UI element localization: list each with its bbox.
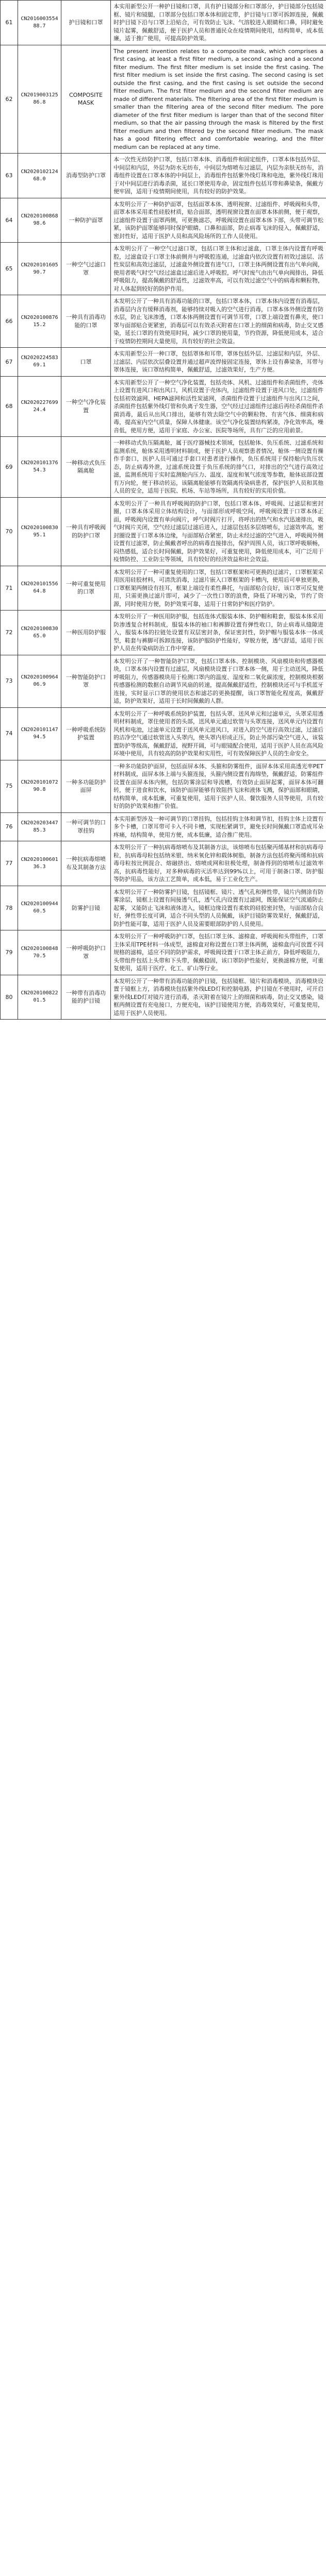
patent-abstract-cell: 一种多功能防护面屏，包括面屏本体、头箍和防雾组件，面屏本体采用高透光率PET材料制成，面屏本体上端与头箍连接，头箍内侧设置有海绵垫，佩戴舒适，防雾组件设置在面屏本体内侧，包括防雾涂层和导流槽，有效防止面屏起雾，面屏本体可翻转，便于进食和饮水，该防护面屏能够有效阻挡飞沫和液体飞溅，保护面部和眼睛，结构简单，成本低廉，可重复使用，适用于医护人员、餐饮服务人员等使用，具有较好的防护效果和推广价值。: [111, 760, 326, 812]
patent-table-page: [0, 0, 326, 1020]
patent-title-cell: 一种呼吸系统防护装置: [61, 707, 111, 760]
patent-number-cell: CN202010087615.2: [18, 295, 61, 348]
patent-number-cell: CN202010107290.8: [18, 760, 61, 812]
patent-title-cell: 一种移动式负压隔离舱: [61, 437, 111, 498]
table-row: [1, 45, 326, 154]
patent-number-cell: CN202010060136.3: [18, 841, 61, 886]
row-number-cell: 70: [1, 497, 18, 566]
patent-abstract-cell: 本发明公开了一种带有消毒功能的护目镜，包括镜框、镜片和消毒模块，消毒模块设置于镜框上方，消毒模块包括紫外线LED灯和控制电路，护目镜在不使用时，可开启紫外线LED灯对镜片进行消毒，杀灭附着在镜片上的细菌和病毒，防止交叉感染，镜框两侧设置有充电接口，方便充电，该护目镜使用方便，消毒效果好，可重复使用，适用于医护人员使用。: [111, 975, 326, 1020]
patent-title-cell: 一种防护面罩: [61, 198, 111, 243]
patent-number-cell: CN202010160590.7: [18, 243, 61, 295]
patent-number-cell: CN201900312586.8: [18, 45, 61, 154]
patent-number-cell: CN202010114794.5: [18, 707, 61, 760]
patent-number-cell: CN202010082201.5: [18, 975, 61, 1020]
patent-abstract-cell: 本发明公开了一种医用防护服，包括连体式服装本体、防护帽和鞋套，服装本体采用防渗透复合材料制成，服装本体的袖口和裤脚设置有弹性收口，防止病毒从缝隙进入，服装本体的拉链处设置有双层密封条，保证密封性，防护帽与服装本体一体成型，鞋套与裤脚可拆卸连接，该防护服防护性能好，穿脱方便，透气舒适，适用于医护人员在传染病防治工作中穿着。: [111, 611, 326, 655]
table-row: [1, 655, 326, 707]
patent-abstract-cell: 本发明公开了一种呼吸系统防护装置，包括头罩、送风单元和过滤单元，头罩采用透明材料制成，罩住使用者的头部，送风单元通过软管与头罩连接，送风单元内设置有风机和电池，过滤单元设置于送风单元进风口，对进入的空气进行高效过滤，过滤后的洁净空气通过软管送入头罩内，使头罩内形成正压，防止外部污染空气进入，该装置防护等级高，佩戴舒适，视野开阔，可与眼镜配合使用，适用于医护人员在高风险环境中使用，具有较高的防护效果和实用性，可有效保障医护人员的生命安全。: [111, 707, 326, 760]
patent-number-cell: CN202022769924.4: [18, 376, 61, 437]
patent-table: [0, 0, 326, 1020]
patent-abstract-cell: 本发明公开了一种空气过滤口罩，包括口罩主体和过滤盒，口罩主体内设置有呼吸腔，过滤盒设于口罩主体前侧并与呼吸腔连通，过滤盒内依次设置有初效过滤层、活性炭层和高效过滤层，过滤盒外侧设置有进气口，口罩主体两侧设置有出气单向阀，使用者吸气时空气经过滤盒过滤后进入呼吸腔，呼气时废气由出气单向阀排出，降低呼吸阻力，提高佩戴的舒适性，过滤效率高，可以有效过滤空气中的病毒和颗粒物，对人体起到较好的防护作用。: [111, 243, 326, 295]
patent-title-cell: 护目镜和口罩: [61, 1, 111, 45]
patent-abstract-cell: 本发明公开了一种智能防护口罩，包括口罩本体、控制模块、风扇模块和传感器模块，口罩本体内设置有过滤层，风扇模块设置于口罩本体一侧，用于主动送风，降低呼吸阻力，传感器模块用于检测口罩内的温度、湿度和二氧化碳浓度，控制模块根据传感器检测的数据自动调节风扇的转速，提高佩戴舒适性，控制模块还可与手机蓝牙连接，实时显示口罩的使用状态和滤芯的更换提醒，该口罩智能化程度高，佩戴舒适，防护效果好，适用于长时间佩戴的人群。: [111, 655, 326, 707]
patent-abstract-cell: 一种移动式负压隔离舱，属于医疗器械技术领域，包括舱体、负压系统、过滤系统和监测系统，舱体采用透明材料制成，便于医护人员观察患者情况，舱体一侧设置有操作手套口，医护人员可通过手套口对患者进行操作，负压系统用于保持舱内负压状态，防止病毒外泄，过滤系统设置于负压系统的排气口，对排出的空气进行高效过滤，监测系统用于实时监测舱内压力、温度、湿度和氧气浓度等参数，舱体底部设置有万向轮，便于移动转运，该隔离舱能够有效隔离传染病患者，保护医护人员和其他人员的安全，适用于医院、机场、车站等场所，具有较好的实用价值。: [111, 437, 326, 498]
row-number-cell: 67: [1, 348, 18, 377]
patent-number-cell: CN202020344785.3: [18, 812, 61, 841]
patent-title-cell: 一种医用防护服: [61, 611, 111, 655]
table-row: [1, 437, 326, 498]
patent-title-cell: 一种空气过滤口罩: [61, 243, 111, 295]
patent-abstract-cell: 本发明公开了一种防雾护目镜，包括镜框、镜片、透气孔和弹性带，镜片内侧涂有防雾涂层，镜框上设置有间接透气孔，透气孔内设置有过滤网，既能保证空气流通防止起雾，又能防止飞沫和液体进入，镜框边缘设置有柔软的硅胶密封垫，与面部贴合良好，弹性带长度可调，适合不同头型的人员佩戴，该护目镜防雾效果好，佩戴舒适，防护性能可靠，适用于医护人员及需要眼部防护的人员使用。: [111, 886, 326, 930]
row-number-cell: 78: [1, 886, 18, 930]
table-row: [1, 886, 326, 930]
patent-abstract-cell: The present invention relates to a composite mask, which comprises a first casing, at least a first filter medium, a second casing and a second filter medium. The first filter medium is set inside the first casing. The first filter medium is set inside the first casing. The second casing is set outside the first casing, and the first casing is set outside the second filter medium. The first filter medium and the second filter medium are made of different materials. The filtering area of the first filter medium is smaller than the filtering area of the second filter medium. The pore diameter of the first filter medium is larger than that of the second filter medium, so that the air passing through the mask is filtered by the first filter medium and then filtered by the second filter medium. The mask has a good filtering effect and comfortable wearing, and the filter medium can be replaced at any time.: [111, 45, 326, 154]
patent-title-cell: 一种具有呼吸阀的防护口罩: [61, 497, 111, 566]
patent-number-cell: CN202010155664.8: [18, 566, 61, 611]
row-number-cell: 71: [1, 566, 18, 611]
patent-abstract-cell: 本发明公开了一种具有消毒功能的口罩，包括口罩本体，口罩本体内设置有消毒层，消毒层内含有缓释消毒剂，能够持续对吸入的空气进行消毒，口罩本体外侧设置有防水层，防止飞沫渗透，口罩本体两侧设置有可调节耳带，口罩上端设置有鼻夹，使口罩与面部贴合更紧密，消毒层可以有效杀灭附着在口罩上的细菌和病毒，防止交叉感染，延长口罩的有效使用时间，减少口罩的使用量，节约资源，降低使用成本，适合于疫情防控期间大量使用，具有较好的社会效益。: [111, 295, 326, 348]
patent-title-cell: 一种多功能防护面屏: [61, 760, 111, 812]
patent-abstract-cell: 本一次性无纺防护口罩，包括口罩本体、消毒组件和固定组件，口罩本体包括外层、中间层和内层，外层为防水无纺布，中间层为熔喷布过滤层，内层为亲肤无纺布，消毒组件设置在口罩本体的中间层上，消毒组件包括紫外线灯珠和电池，紫外线灯珠用于对中间层进行消毒杀菌，延长口罩使用寿命，固定组件包括耳带和鼻梁条，佩戴方便牢固，适用于疫情期间使用，具有较好的防护效果。: [111, 154, 326, 198]
table-row: [1, 841, 326, 886]
table-row: [1, 611, 326, 655]
row-number-cell: 73: [1, 655, 18, 707]
patent-number-cell: CN202010084870.5: [18, 930, 61, 975]
patent-number-cell: CN201600355488.7: [18, 1, 61, 45]
patent-title-cell: 一种呼吸防护口罩: [61, 930, 111, 975]
row-number-cell: 63: [1, 154, 18, 198]
row-number-cell: 80: [1, 975, 18, 1020]
table-row: [1, 154, 326, 198]
table-row: [1, 930, 326, 975]
patent-table-body: [1, 1, 326, 1020]
patent-abstract-cell: 本实用新型公开了一种空气净化装置，包括壳体、风机、过滤组件和杀菌组件，壳体上设置有进风口和出风口，风机设置于壳体内，过滤组件设置于进风口处，过滤组件包括初效滤网、HEPA滤网和活性炭滤网，杀菌组件设置于过滤组件与出风口之间，杀菌组件包括紫外线灯管和负离子发生器，空气经过过滤组件过滤后再经杀菌组件杀菌消毒，最后从出风口排出，能够有效去除空气中的颗粒物、有害气体、细菌和病毒，提高室内空气质量，保障人体健康。该空气净化装置结构紧凑，净化效率高，噪音低，使用方便，适用于家庭、办公室、医院等场所，具有广泛的应用前景。: [111, 376, 326, 437]
patent-title-cell: 口罩: [61, 348, 111, 377]
patent-number-cell: CN202010096406.9: [18, 655, 61, 707]
patent-title-cell: 一种空气净化装置: [61, 376, 111, 437]
table-row: [1, 243, 326, 295]
patent-abstract-cell: 本实用新型涉及一种可调节的口罩挂钩，包括挂钩主体和调节扣，挂钩主体上设置有多个卡槽，口罩耳带可卡入不同卡槽，实现松紧调节，避免长时间佩戴口罩造成耳朵疼痛，结构简单，使用方便，成本低廉，适合推广使用。: [111, 812, 326, 841]
row-number-cell: 77: [1, 841, 18, 886]
patent-abstract-cell: 本发明公开了一种呼吸防护口罩，包括口罩主体、滤棉盒、呼吸阀和头带组件，口罩主体采用TPE材料一体成型，滤棉盒对称设置在口罩主体两侧，滤棉盒内可放置不同规格的滤棉，适应不同的防护需求，呼吸阀设置于口罩主体正前方，降低呼吸阻力，头带组件包括上头带和下头带，佩戴稳固，该口罩防护性能好，更换滤棉方便，可重复使用，适用于医疗、化工、矿山等行业。: [111, 930, 326, 975]
table-row: [1, 295, 326, 348]
row-number-cell: 69: [1, 437, 18, 498]
table-row: [1, 198, 326, 243]
patent-number-cell: CN202010212468.0: [18, 154, 61, 198]
row-number-cell: 76: [1, 812, 18, 841]
table-row: [1, 812, 326, 841]
table-row: [1, 348, 326, 377]
patent-title-cell: 一种具有消毒功能的口罩: [61, 295, 111, 348]
row-number-cell: 79: [1, 930, 18, 975]
row-number-cell: 66: [1, 295, 18, 348]
patent-abstract-cell: 本发明公开了一种抗病毒熔喷布及其制备方法，该熔喷布包括聚丙烯基材和抗病毒母粒，抗病毒母粒包括纳米银、纳米氧化锌和载体树脂，制备方法包括将聚丙烯和抗病毒母粒按比例混合、熔融挤出、熔喷成网和驻极处理，制备得到的熔喷布过滤效率高，抗病毒性能好，对多种病毒的灭活率达到99%以上，可用于制备口罩、防护服等防护用品，该方法工艺简单，成本低，易于工业化生产。: [111, 841, 326, 886]
table-row: [1, 497, 326, 566]
patent-abstract-cell: 本发明公开了一种可重复使用的口罩，包括口罩框架和可更换的过滤片，口罩框架采用医用硅胶材料，可清洗消毒，过滤片嵌入口罩框架的卡槽内，使用后可单独更换，口罩框架两侧设有挂耳，框架上端设有柔性鼻托，与面部贴合良好，该口罩可反复使用，只需更换过滤片即可，减少了一次性口罩的浪费，降低了环境污染，节约了资源，同时使用方便，防护效果可靠，适用于日常防护和医疗防护。: [111, 566, 326, 611]
table-row: [1, 376, 326, 437]
row-number-cell: 72: [1, 611, 18, 655]
patent-title-cell: 消毒型防护口罩: [61, 154, 111, 198]
patent-number-cell: CN202022458369.1: [18, 348, 61, 377]
patent-abstract-cell: 本发明公开了一种防护面罩，包括面罩本体、透明视窗、过滤组件、呼吸阀和头带，面罩本体采用柔性硅胶材质，贴合面部，透明视窗设置在面罩本体前侧，便于观察，过滤组件设置于面罩两侧，可更换滤芯，呼吸阀设置在面罩本体下部，头带可调节松紧，该防护面罩能够同时保护眼睛、口鼻和面部，防止病毒飞沫的侵入，佩戴舒适，密封性好，适用于医护人员和高风险场所的工作人员使用。: [111, 198, 326, 243]
table-row: [1, 566, 326, 611]
table-row: [1, 975, 326, 1020]
patent-number-cell: CN202010137654.3: [18, 437, 61, 498]
patent-abstract-cell: 本发明公开了一种具有呼吸阀的防护口罩，包括口罩本体、呼吸阀、过滤层和密封圈，口罩本体采用立体结构设计，与面部形成呼吸空间，呼吸阀设置于口罩本体正面，呼吸阀内设置有单向阀片，呼气时阀片打开，将呼出的热气和水汽迅速排出，吸气时阀片关闭，空气经过滤层过滤后进入，过滤层包括多层熔喷布，过滤效率高，密封圈设置于口罩本体边缘，与面部贴合紧密，防止未经过滤的空气进入，呼吸阀外侧设置有过滤罩，防止佩戴者呼出的病毒直接排出，保护周围人员，该口罩呼吸顺畅，闷热感低，适合长时间佩戴，防护效果好，可重复使用，降低使用成本，可广泛用于疫情防控、工业防尘等领域，具有较好的经济效益和社会效益。: [111, 497, 326, 566]
patent-number-cell: CN202010086898.6: [18, 198, 61, 243]
patent-abstract-cell: 本实用新型公开一种口罩，包括罩体和耳带，罩体包括外层、过滤层和内层，外层、过滤层、内层依次层叠设置并通过超声波焊接固定连接，罩体上设有鼻梁条，耳带与罩体连接，该口罩结构简单，佩戴舒适，过滤效果好，生产方便。: [111, 348, 326, 377]
row-number-cell: 61: [1, 1, 18, 45]
row-number-cell: 75: [1, 760, 18, 812]
row-number-cell: 74: [1, 707, 18, 760]
patent-title-cell: 防雾护目镜: [61, 886, 111, 930]
patent-abstract-cell: 本实用新型公开一种护目镜和口罩，具有护目镜部分和口罩部分，护目镜部分包括镜框、镜片和镜腿，口罩部分包括口罩本体和固定带，护目镜与口罩可拆卸连接，佩戴时护目镜下沿与口罩上沿贴合，可有效防止飞沫、气溶胶进入眼睛和口鼻，同时避免镜片起雾，佩戴舒适，便于医护人员和普通民众在疫情期间使用，结构简单，成本低廉，适于推广使用，可提高防护效果。: [111, 1, 326, 45]
patent-title-cell: 一种可重复使用的口罩: [61, 566, 111, 611]
row-number-cell: 68: [1, 376, 18, 437]
patent-title-cell: 一种带有消毒功能的护目镜: [61, 975, 111, 1020]
row-number-cell: 65: [1, 243, 18, 295]
patent-number-cell: CN202010083065.0: [18, 611, 61, 655]
patent-title-cell: 一种可调节的口罩挂钩: [61, 812, 111, 841]
row-number-cell: 62: [1, 45, 18, 154]
table-row: [1, 707, 326, 760]
patent-number-cell: CN202010094460.5: [18, 886, 61, 930]
patent-title-cell: 一种智能防护口罩: [61, 655, 111, 707]
patent-number-cell: CN202010083095.1: [18, 497, 61, 566]
table-row: [1, 760, 326, 812]
row-number-cell: 64: [1, 198, 18, 243]
patent-title-cell: COMPOSITE MASK: [61, 45, 111, 154]
table-row: [1, 1, 326, 45]
patent-title-cell: 一种抗病毒熔喷布及其制备方法: [61, 841, 111, 886]
